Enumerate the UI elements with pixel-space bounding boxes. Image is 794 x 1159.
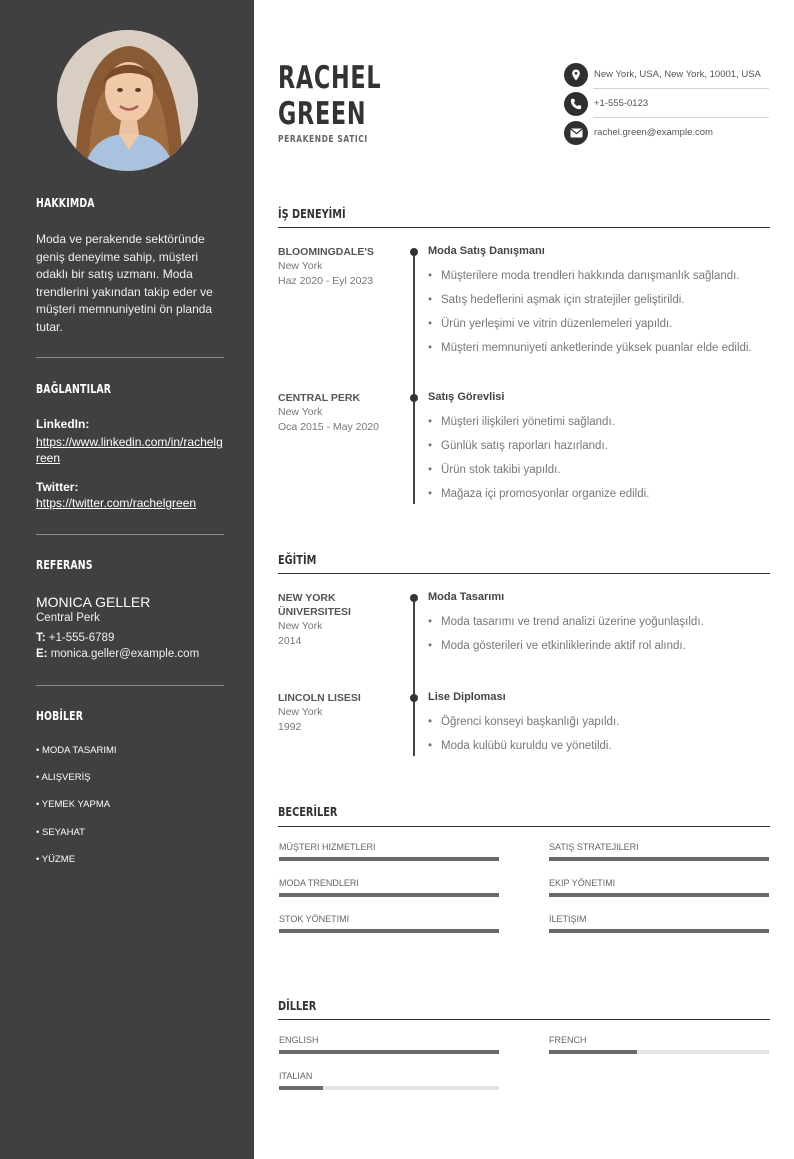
education-bullet: • Öğrenci konseyi başkanlığı yapıldı. (428, 716, 619, 728)
job-bullet: • Günlük satış raporları hazırlandı. (428, 440, 608, 452)
about-text: Moda ve perakende sektöründe geniş deneyime sahip, müşteri odaklı bir satış uzmanı. Moda trendlerini yakından takip eder ve müşteri memnuniyetini ön planda tutar. (36, 232, 213, 334)
twitter-link-block (36, 480, 224, 511)
sidebar-divider (36, 685, 224, 686)
twitter-link[interactable]: https://twitter.com/rachelgreen (36, 496, 197, 510)
school-location: New York (278, 706, 323, 718)
experience-entry-2-meta (278, 391, 398, 434)
reference-details (36, 594, 224, 662)
skill-name: STOK YÖNETIMI (279, 914, 350, 924)
school-name-line: LINCOLN LISESI (278, 692, 361, 704)
education-timeline (413, 598, 415, 756)
job-bullet: • Müşteri ilişkileri yönetimi sağlandı. (428, 416, 615, 428)
school-location: New York (278, 620, 323, 632)
hobby-item: • MODA TASARIMI (36, 745, 117, 756)
linkedin-link-block (36, 417, 224, 466)
skill-bar-fill (549, 893, 769, 897)
contact-phone (564, 89, 769, 118)
school-name-line: ÜNIVERSITESI (278, 606, 351, 618)
skills-heading: BECERİLER (278, 804, 338, 819)
timeline-dot (410, 248, 418, 256)
employer-location: New York (278, 260, 323, 272)
language-bar (279, 1050, 499, 1054)
section-divider (278, 227, 770, 228)
location-pin-icon (564, 63, 588, 87)
profile-photo-illustration (57, 30, 198, 171)
language-bar (549, 1050, 769, 1054)
employer-location: New York (278, 406, 323, 418)
job-role: Satış Görevlisi (428, 391, 505, 403)
language-bar-fill (549, 1050, 637, 1054)
hobby-item: • SEYAHAT (36, 827, 85, 838)
contact-email (564, 118, 769, 147)
skill-name: MODA TRENDLERI (279, 878, 359, 888)
language-bar-fill (279, 1086, 323, 1090)
hobby-item: • ALIŞVERİŞ (36, 772, 91, 783)
language-bar (279, 1086, 499, 1090)
experience-timeline (413, 252, 415, 504)
first-name: RACHEL (278, 60, 382, 96)
contact-address (564, 60, 769, 89)
job-bullet: • Ürün yerleşimi ve vitrin düzenlemeleri yapıldı. (428, 318, 672, 330)
sidebar-divider (36, 534, 224, 535)
job-bullet: • Satış hedeflerini aşmak için stratejiler geliştirildi. (428, 294, 685, 306)
hobby-item: • YÜZME (36, 854, 76, 865)
skill-bar (549, 893, 769, 897)
job-bullet: • Müşterilere moda trendleri hakkında danışmanlık sağlandı. (428, 270, 740, 282)
language-bar-fill (279, 1050, 499, 1054)
section-divider (278, 573, 770, 574)
job-bullet: • Mağaza içi promosyonlar organize edildi. (428, 488, 649, 500)
language-name: FRENCH (549, 1035, 587, 1045)
job-title: PERAKENDE SATICI (278, 134, 368, 145)
reference-heading: REFERANS (36, 558, 93, 572)
email-icon (564, 121, 588, 145)
education-heading: EĞİTİM (278, 552, 317, 567)
language-name: ENGLISH (279, 1035, 319, 1045)
timeline-dot (410, 694, 418, 702)
timeline-dot (410, 594, 418, 602)
contact-email-text: rachel.green@example.com (594, 127, 713, 138)
experience-entry-1-meta (278, 245, 398, 288)
school-name-line: NEW YORK (278, 592, 336, 604)
sidebar-divider (36, 357, 224, 358)
skill-name: SATIŞ STRATEJILERI (549, 842, 639, 852)
reference-section (36, 558, 224, 572)
skill-bar-fill (549, 857, 769, 861)
linkedin-label: LinkedIn: (36, 417, 90, 431)
skill-name: EKIP YÖNETIMI (549, 878, 616, 888)
last-name: GREEN (278, 96, 367, 132)
hobbies-section (36, 709, 224, 723)
skill-name: İLETIŞIM (549, 914, 587, 924)
profile-photo (57, 30, 198, 171)
links-heading: BAĞLANTILAR (36, 382, 112, 396)
reference-company: Central Perk (36, 612, 100, 624)
sidebar (0, 0, 254, 1159)
job-bullet: • Ürün stok takibi yapıldı. (428, 464, 561, 476)
reference-email: monica.geller@example.com (50, 648, 200, 660)
skill-name: MÜŞTERI HIZMETLERI (279, 842, 376, 852)
education-entry-2-meta (278, 691, 398, 734)
education-bullet: • Moda kulübü kuruldu ve yönetildi. (428, 740, 612, 752)
skill-bar-fill (279, 929, 499, 933)
hobbies-heading: HOBİLER (36, 709, 84, 723)
employment-dates: Oca 2015 - May 2020 (278, 420, 379, 433)
reference-email-line (36, 646, 224, 662)
graduation-year: 1992 (278, 720, 302, 733)
skill-bar-fill (549, 929, 769, 933)
contact-phone-text: +1-555-0123 (594, 98, 649, 109)
about-heading: HAKKIMDA (36, 196, 95, 210)
skill-bar (279, 893, 499, 897)
employment-dates: Haz 2020 - Eyl 2023 (278, 274, 374, 287)
timeline-dot (410, 394, 418, 402)
graduation-year: 2014 (278, 634, 302, 647)
reference-email-label: E: (36, 648, 48, 660)
education-entry-1-meta (278, 591, 398, 648)
skill-bar (549, 857, 769, 861)
contact-address-text: New York, USA, New York, 10001, USA (594, 69, 761, 80)
reference-phone: +1-555-6789 (48, 632, 115, 644)
reference-name: MONICA GELLER (36, 594, 151, 610)
skill-bar-fill (279, 893, 499, 897)
job-bullet: • Müşteri memnuniyeti anketlerinde yüksek puanlar elde edildi. (428, 342, 752, 354)
education-bullet: • Moda tasarımı ve trend analizi üzerine yoğunlaşıldı. (428, 616, 704, 628)
employer: CENTRAL PERK (278, 392, 361, 404)
hobby-item: • YEMEK YAPMA (36, 799, 111, 810)
twitter-label: Twitter: (36, 480, 79, 494)
languages-heading: DİLLER (278, 998, 317, 1013)
skill-bar (549, 929, 769, 933)
section-divider (278, 826, 770, 827)
linkedin-link[interactable]: https://www.linkedin.com/in/rachelgreen (36, 435, 223, 465)
education-bullet: • Moda gösterileri ve etkinliklerinde aktif rol alındı. (428, 640, 686, 652)
job-role: Moda Satış Danışmanı (428, 245, 545, 257)
about-section (36, 196, 224, 210)
links-section (36, 382, 224, 396)
degree: Moda Tasarımı (428, 591, 505, 603)
degree: Lise Diploması (428, 691, 506, 703)
reference-phone-line (36, 630, 224, 646)
candidate-name (278, 60, 381, 132)
experience-heading: İŞ DENEYİMİ (278, 206, 346, 221)
phone-icon (564, 92, 588, 116)
language-name: ITALIAN (279, 1071, 313, 1081)
skill-bar (279, 929, 499, 933)
reference-phone-label: T: (36, 632, 46, 644)
employer: BLOOMINGDALE'S (278, 246, 374, 258)
section-divider (278, 1019, 770, 1020)
skill-bar (279, 857, 499, 861)
skill-bar-fill (279, 857, 499, 861)
